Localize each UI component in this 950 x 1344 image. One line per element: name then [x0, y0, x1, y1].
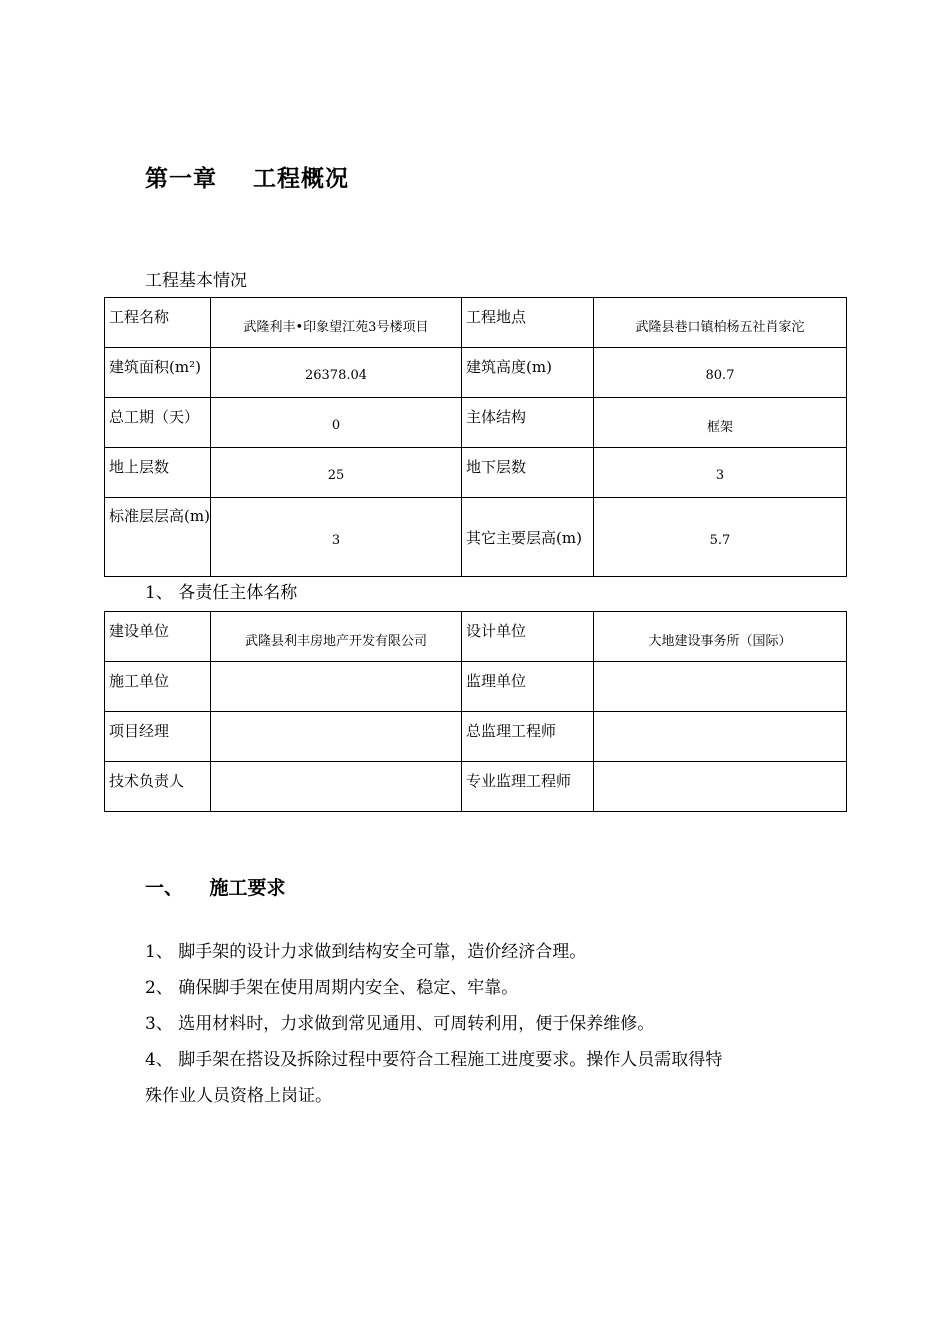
table-row	[105, 612, 847, 662]
requirement-item: 3、 选用材料时，力求做到常见通用、可周转利用，便于保养维修。	[145, 1014, 655, 1034]
chapter-title: 第一章 工程概况	[145, 165, 350, 192]
label-supervisor: 监理单位	[462, 662, 594, 712]
value-building-height: 80.7	[594, 348, 847, 398]
label-designer: 设计单位	[462, 612, 594, 662]
table-row	[105, 298, 847, 348]
label-specialist-supervisor: 专业监理工程师	[462, 762, 594, 812]
requirement-item-continuation: 殊作业人员资格上岗证。	[145, 1086, 332, 1106]
label-other-floor-height: 其它主要层高(m)	[462, 498, 594, 577]
label-project-location: 工程地点	[462, 298, 594, 348]
label-contractor: 施工单位	[105, 662, 211, 712]
table-row	[105, 498, 847, 577]
value-project-name: 武隆利丰•印象望江苑3号楼项目	[211, 298, 462, 348]
project-info-heading: 工程基本情况	[145, 271, 247, 291]
value-specialist-supervisor	[594, 762, 847, 812]
requirement-item: 4、 脚手架在搭设及拆除过程中要符合工程施工进度要求。操作人员需取得特	[145, 1050, 723, 1070]
parties-heading: 1、 各责任主体名称	[145, 583, 298, 603]
label-developer: 建设单位	[105, 612, 211, 662]
table-row	[105, 712, 847, 762]
value-project-manager	[211, 712, 462, 762]
label-main-structure: 主体结构	[462, 398, 594, 448]
value-technical-lead	[211, 762, 462, 812]
label-floors-below: 地下层数	[462, 448, 594, 498]
label-project-manager: 项目经理	[105, 712, 211, 762]
requirement-item: 1、 脚手架的设计力求做到结构安全可靠，造价经济合理。	[145, 942, 587, 962]
value-floors-above: 25	[211, 448, 462, 498]
label-chief-supervisor: 总监理工程师	[462, 712, 594, 762]
value-contractor	[211, 662, 462, 712]
label-technical-lead: 技术负责人	[105, 762, 211, 812]
section-title: 一、 施工要求	[145, 877, 286, 899]
value-total-duration: 0	[211, 398, 462, 448]
value-floors-below: 3	[594, 448, 847, 498]
label-building-height: 建筑高度(m)	[462, 348, 594, 398]
parties-table	[104, 611, 847, 812]
value-main-structure: 框架	[594, 398, 847, 448]
label-standard-floor-height: 标准层层高(m)	[105, 498, 211, 577]
label-project-name: 工程名称	[105, 298, 211, 348]
label-floor-area: 建筑面积(m²)	[105, 348, 211, 398]
value-standard-floor-height: 3	[211, 498, 462, 577]
value-chief-supervisor	[594, 712, 847, 762]
table-row	[105, 448, 847, 498]
label-total-duration: 总工期（天）	[105, 398, 211, 448]
value-developer: 武隆县利丰房地产开发有限公司	[211, 612, 462, 662]
requirement-item: 2、 确保脚手架在使用周期内安全、稳定、牢靠。	[145, 978, 519, 998]
value-other-floor-height: 5.7	[594, 498, 847, 577]
table-row	[105, 762, 847, 812]
value-floor-area: 26378.04	[211, 348, 462, 398]
table-row	[105, 348, 847, 398]
table-row	[105, 398, 847, 448]
table-row	[105, 662, 847, 712]
label-floors-above: 地上层数	[105, 448, 211, 498]
value-designer: 大地建设事务所（国际）	[594, 612, 847, 662]
value-supervisor	[594, 662, 847, 712]
project-info-table	[104, 297, 847, 577]
value-project-location: 武隆县巷口镇柏杨五社肖家沱	[594, 298, 847, 348]
